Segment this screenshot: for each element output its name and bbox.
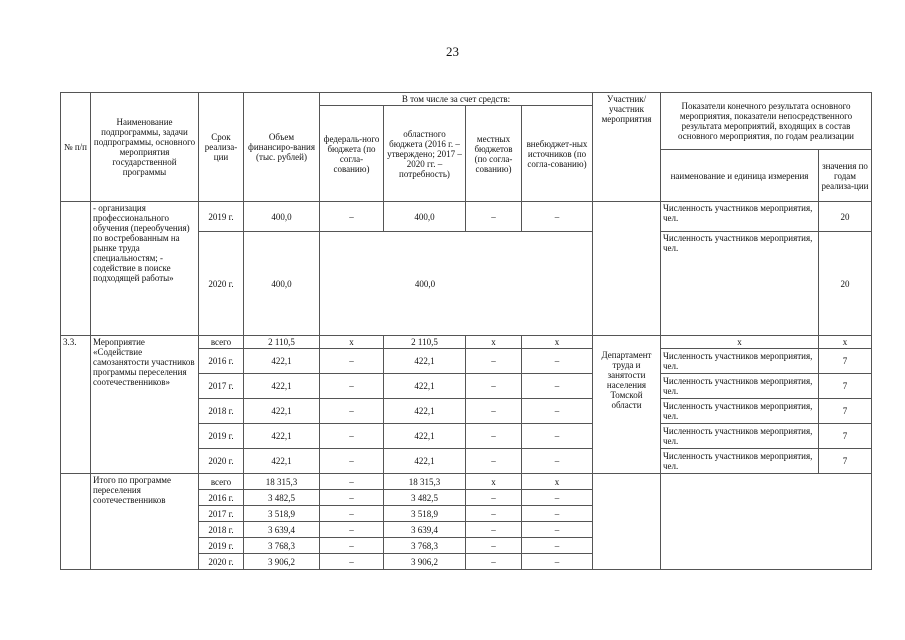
block2-name: Мероприятие «Содействие самозанятости участников программы переселения соотечественников» [91,336,199,474]
block3-regional: 3 768,3 [384,538,466,554]
block1-indicator: Численность участников мероприятия, чел. [661,232,819,336]
block3-federal: – [320,554,384,570]
header-sources-group: В том числе за счет средств: [320,93,593,106]
block3-regional: 18 315,3 [384,474,466,490]
header-num: № п/п [61,93,91,202]
block2-local: х [466,336,522,349]
block3-offbudget: – [522,490,593,506]
block1-year: 2020 г. [199,232,244,336]
block3-local: х [466,474,522,490]
block1-regional: 400,0 [414,278,436,289]
program-table [60,92,872,570]
block3-num [61,474,91,570]
block2-volume: 2 110,5 [244,336,320,349]
block3-volume: 3 482,5 [244,490,320,506]
block3-participant [593,474,661,570]
block1-offbudget: – [522,202,593,232]
block2-volume: 422,1 [244,399,320,424]
block3-volume: 3 768,3 [244,538,320,554]
header-regional: областного бюджета (2016 г. – утверждено; 2017 – 2020 гг. – потребность) [384,106,466,202]
header-term: Срок реализа-ции [199,93,244,202]
block3-offbudget: х [522,474,593,490]
block3-local: – [466,506,522,522]
block2-volume: 422,1 [244,349,320,374]
block2-volume: 422,1 [244,449,320,474]
header-federal: федераль-ного бюджета (по согла-сованию) [320,106,384,202]
block2-offbudget: х [522,336,593,349]
block2-year: 2018 г. [199,399,244,424]
block3-federal: – [320,522,384,538]
block2-value: 7 [819,424,872,449]
block3-regional: 3 639,4 [384,522,466,538]
block2-federal: – [320,374,384,399]
block3-federal: – [320,490,384,506]
block3-local: – [466,522,522,538]
block1-federal: – [320,202,384,232]
block2-federal: – [320,349,384,374]
header-ind-name: наименование и единица измерения [661,150,819,202]
block1-regional: 400,0 [384,202,466,232]
block3-offbudget: – [522,506,593,522]
block2-year: 2017 г. [199,374,244,399]
header-local: местных бюджетов (по согла-сованию) [466,106,522,202]
block1-text: - организация профессионального обучения (переобучения) по востребованным на рынке труда специальностям; - содействие в поиске подходящей работы» [91,202,199,336]
block3-federal: – [320,506,384,522]
block3-volume: 3 518,9 [244,506,320,522]
block1-participant [593,202,661,336]
block1-num [61,202,91,336]
block1-value: 20 [819,232,872,336]
block3-federal: – [320,474,384,490]
block2-volume: 422,1 [244,424,320,449]
block1-sources [320,232,593,336]
block1-value: 20 [819,202,872,232]
block3-volume: 18 315,3 [244,474,320,490]
block2-volume: 422,1 [244,374,320,399]
block2-value: х [819,336,872,349]
block1-local [466,234,522,334]
block2-regional: 2 110,5 [384,336,466,349]
block1-volume: 400,0 [244,202,320,232]
header-indicators-group: Показатели конечного результата основного мероприятия, показатели непосредственного результата мероприятий, входящих в состав основного мероприятия, по годам реализации [661,93,872,150]
block2-regional: 422,1 [384,424,466,449]
block2-offbudget: – [522,449,593,474]
block2-federal: – [320,399,384,424]
header-volume: Объем финансиро-вания (тыс. рублей) [244,93,320,202]
block1-volume: 400,0 [244,232,320,336]
block2-indicator: Численность участников мероприятия, чел. [661,349,819,374]
header-ind-values: значения по годам реализа-ции [819,150,872,202]
block2-indicator: Численность участников мероприятия, чел. [661,424,819,449]
block3-regional: 3 482,5 [384,490,466,506]
block1-local: – [466,202,522,232]
block2-regional: 422,1 [384,449,466,474]
block3-regional: 3 518,9 [384,506,466,522]
block3-local: – [466,538,522,554]
block3-offbudget: – [522,538,593,554]
block3-year: 2018 г. [199,522,244,538]
block1-federal [320,234,384,334]
block2-local: – [466,449,522,474]
block2-participant-spacer [593,336,661,349]
block3-year: 2016 г. [199,490,244,506]
block2-offbudget: – [522,374,593,399]
header-offbudget: внебюджет-ных источников (по согла-сованию) [522,106,593,202]
block3-federal: – [320,538,384,554]
block2-federal: – [320,424,384,449]
block3-year: 2019 г. [199,538,244,554]
block2-value: 7 [819,399,872,424]
block2-regional: 422,1 [384,374,466,399]
block2-federal: – [320,449,384,474]
block3-year: 2017 г. [199,506,244,522]
block3-volume: 3 639,4 [244,522,320,538]
header-name: Наименование подпрограммы, задачи подпрограммы, основного мероприятия государственной программы [91,93,199,202]
block2-offbudget: – [522,424,593,449]
block3-regional: 3 906,2 [384,554,466,570]
block2-year: 2016 г. [199,349,244,374]
block2-indicator: х [661,336,819,349]
block1-year: 2019 г. [199,202,244,232]
block2-value: 7 [819,449,872,474]
block2-indicator: Численность участников мероприятия, чел. [661,374,819,399]
block3-year: 2020 г. [199,554,244,570]
block3-offbudget: – [522,554,593,570]
block2-local: – [466,349,522,374]
block2-participant: Департамент труда и занятости населения Томской области [593,349,661,474]
header-participant: Участник/ участник мероприятия [593,93,661,202]
block1-offbudget [522,234,593,334]
block2-num: 3.3. [61,336,91,474]
block2-indicator: Численность участников мероприятия, чел. [661,449,819,474]
block1-indicator: Численность участников мероприятия, чел. [661,202,819,232]
block2-offbudget: – [522,349,593,374]
block3-name: Итого по программе переселения соотечественников [91,474,199,570]
block2-regional: 422,1 [384,399,466,424]
block3-offbudget: – [522,522,593,538]
block2-local: – [466,374,522,399]
block2-year: всего [199,336,244,349]
block2-indicator: Численность участников мероприятия, чел. [661,399,819,424]
block3-year: всего [199,474,244,490]
block2-value: 7 [819,374,872,399]
block3-local: – [466,554,522,570]
block2-value: 7 [819,349,872,374]
block2-federal: х [320,336,384,349]
block2-year: 2019 г. [199,424,244,449]
block2-local: – [466,424,522,449]
block2-local: – [466,399,522,424]
block2-regional: 422,1 [384,349,466,374]
page-number: 23 [446,44,459,59]
block3-local: – [466,490,522,506]
block2-year: 2020 г. [199,449,244,474]
block3-volume: 3 906,2 [244,554,320,570]
block2-offbudget: – [522,399,593,424]
block3-indicators [661,474,872,570]
